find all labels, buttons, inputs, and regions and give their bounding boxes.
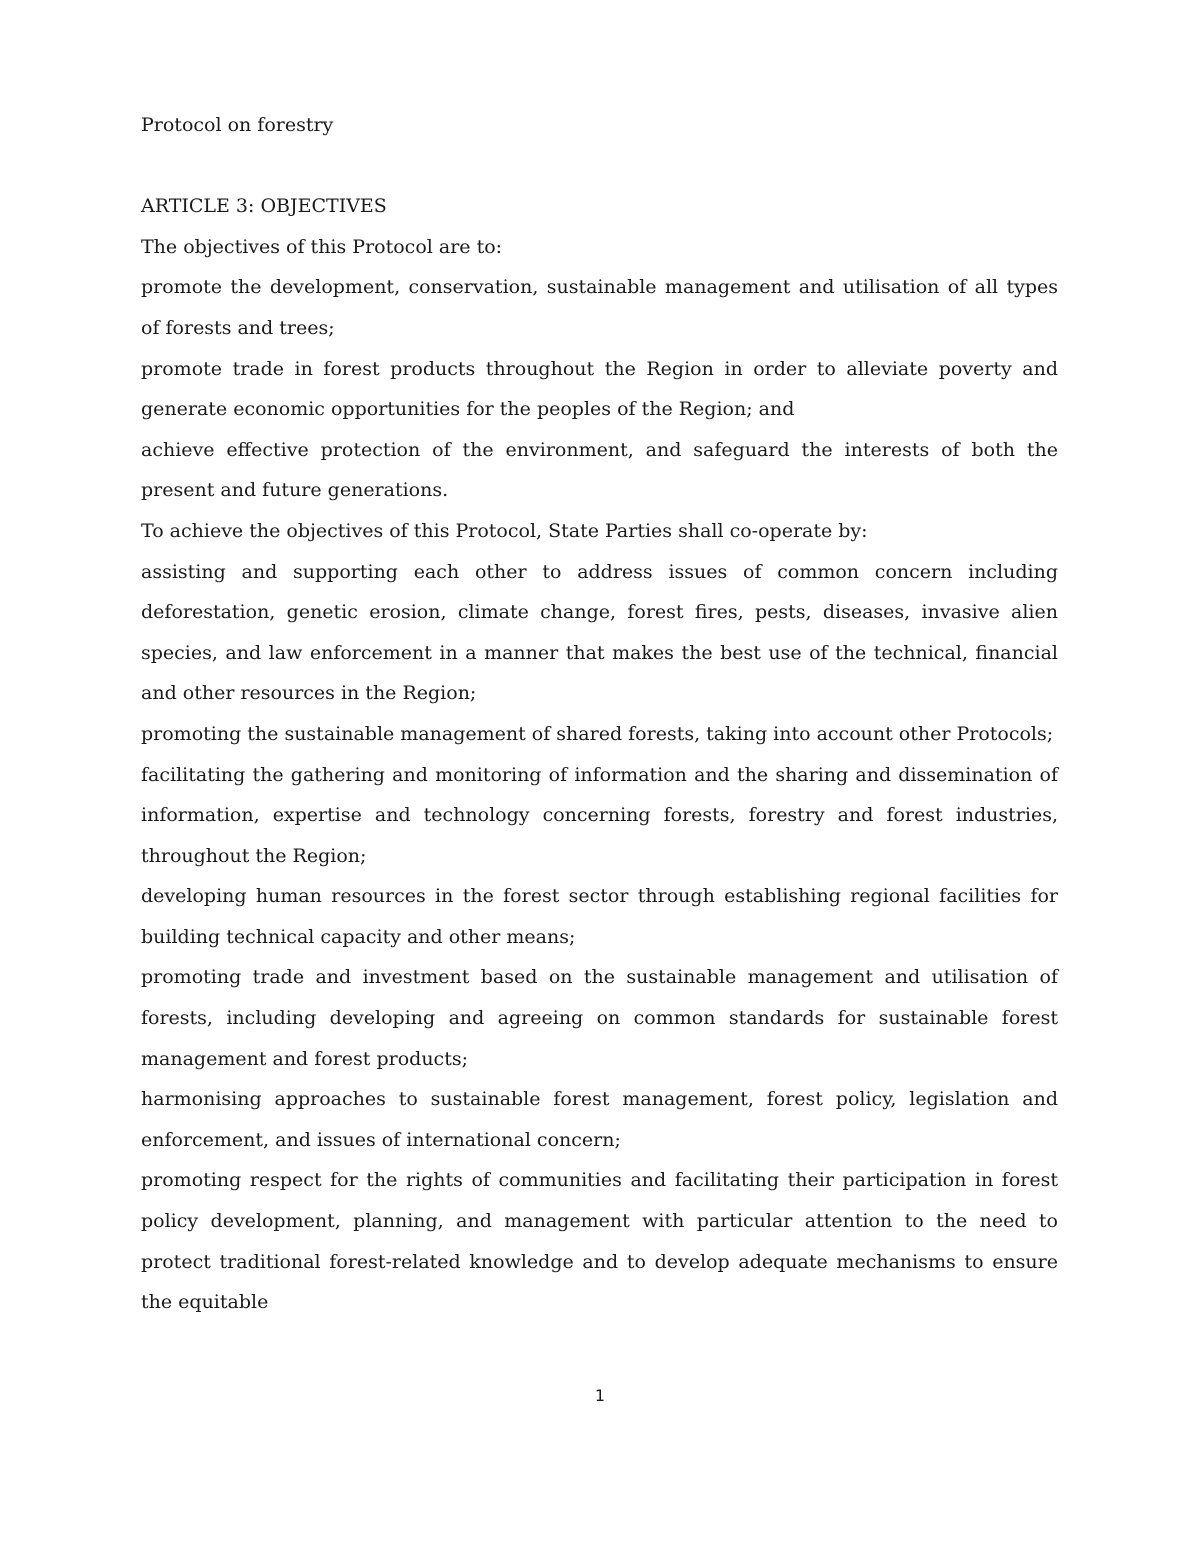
page-number: 1: [594, 1386, 606, 1405]
paragraph: assisting and supporting each other to address issues of common concern including deforestation, genetic erosion, climate change, forest fires, pests, diseases, invasive alien species, and law enforcement in a manner that makes the best use of the technical, financial and other resources in the Region;: [141, 560, 1058, 705]
paragraph: harmonising approaches to sustainable forest management, forest policy, legislation and enforcement, and issues of international concern;: [141, 1088, 1058, 1151]
paragraph: achieve effective protection of the environment, and safeguard the interests of both the present and future generations.: [141, 438, 1058, 502]
article-heading: ARTICLE 3: OBJECTIVES: [141, 195, 387, 218]
paragraph: promoting the sustainable management of shared forests, taking into account other Protocols;: [141, 722, 1054, 745]
paragraph: promoting respect for the rights of communities and facilitating their participation in forest policy development, planning, and management with particular attention to the need to protect traditional forest-related knowledge and to develop adequate mechanisms to ensure the equitable: [141, 1169, 1058, 1314]
paragraph: To achieve the objectives of this Protocol, State Parties shall co-operate by:: [141, 519, 868, 542]
paragraph: promote trade in forest products throughout the Region in order to alleviate poverty and generate economic opportunities for the peoples of the Region; and: [141, 357, 1058, 421]
paragraph: facilitating the gathering and monitoring of information and the sharing and dissemination of information, expertise and technology concerning forests, forestry and forest industries, throughout the Region;: [141, 763, 1058, 867]
paragraph: promoting trade and investment based on the sustainable management and utilisation of forests, including developing and agreeing on common standards for sustainable forest management and forest products;: [141, 966, 1058, 1070]
objectives-intro: The objectives of this Protocol are to:: [141, 235, 503, 258]
document-body: [141, 105, 1058, 1323]
paragraph: developing human resources in the forest sector through establishing regional facilities for building technical capacity and other means;: [141, 885, 1058, 948]
document-title: Protocol on forestry: [141, 114, 334, 136]
paragraph: promote the development, conservation, sustainable management and utilisation of all types of forests and trees;: [141, 276, 1058, 339]
